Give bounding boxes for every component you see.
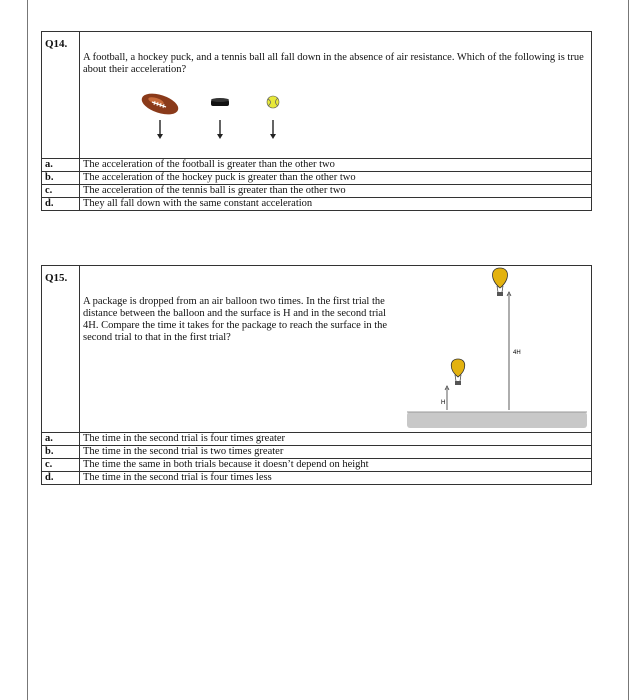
- option-text: The time in the second trial is four times less: [80, 472, 592, 485]
- question-14-option-a[interactable]: [42, 159, 592, 172]
- option-letter: a.: [42, 433, 80, 446]
- down-arrow-icon: [217, 120, 223, 139]
- height-label-4h: 4H: [513, 350, 521, 356]
- hockey-puck-icon: [211, 98, 229, 106]
- question-14-option-d[interactable]: [42, 198, 592, 211]
- question-15-number-cell: [42, 266, 80, 433]
- question-15-option-c[interactable]: [42, 459, 592, 472]
- question-14-option-c[interactable]: [42, 185, 592, 198]
- question-15-option-b[interactable]: [42, 446, 592, 459]
- tennis-ball-icon: [267, 96, 279, 108]
- ground-surface: [407, 412, 587, 428]
- option-letter: b.: [42, 172, 80, 185]
- option-text: The acceleration of the tennis ball is greater than the other two: [80, 185, 592, 198]
- question-15-number: Q15.: [45, 272, 68, 284]
- question-15-stem: A package is dropped from an air balloon two times. In the first trial the distance between the balloon and the surface is H and in the second trial 4H. Compare the time it takes for the package to reach the surface in the second trial to that in the first trial?: [83, 296, 388, 343]
- page-edge-right: [628, 0, 629, 700]
- page-edge-left: [27, 0, 28, 700]
- option-letter: d.: [42, 472, 80, 485]
- down-arrow-icon: [270, 120, 276, 139]
- balloon-low-icon: [451, 359, 465, 385]
- option-letter: d.: [42, 198, 80, 211]
- package-low-arrow: [445, 386, 449, 410]
- option-letter: c.: [42, 459, 80, 472]
- question-14-number-cell: [42, 32, 80, 159]
- question-15-option-a[interactable]: [42, 433, 592, 446]
- question-14-number: Q14.: [45, 38, 68, 50]
- option-text: The acceleration of the hockey puck is greater than the other two: [80, 172, 592, 185]
- option-text: The time in the second trial is two times greater: [80, 446, 592, 459]
- option-text: The time in the second trial is four times greater: [80, 433, 592, 446]
- height-label-h: H: [441, 400, 446, 406]
- question-15-option-d[interactable]: [42, 472, 592, 485]
- down-arrow-icon: [157, 120, 163, 139]
- option-letter: b.: [42, 446, 80, 459]
- football-icon: [139, 90, 181, 119]
- package-high-arrow: [507, 292, 511, 410]
- option-letter: c.: [42, 185, 80, 198]
- balloon-drop-figure: [405, 264, 590, 432]
- falling-objects-figure: [130, 88, 300, 148]
- option-text: The time the same in both trials because it doesn’t depend on height: [80, 459, 592, 472]
- question-14-stem: A football, a hockey puck, and a tennis ball all fall down in the absence of air resistance. Which of the following is true about their acceleration?: [83, 52, 584, 75]
- option-text: They all fall down with the same constant acceleration: [80, 198, 592, 211]
- option-text: The acceleration of the football is greater than the other two: [80, 159, 592, 172]
- question-14-option-b[interactable]: [42, 172, 592, 185]
- option-letter: a.: [42, 159, 80, 172]
- balloon-high-icon: [493, 268, 508, 296]
